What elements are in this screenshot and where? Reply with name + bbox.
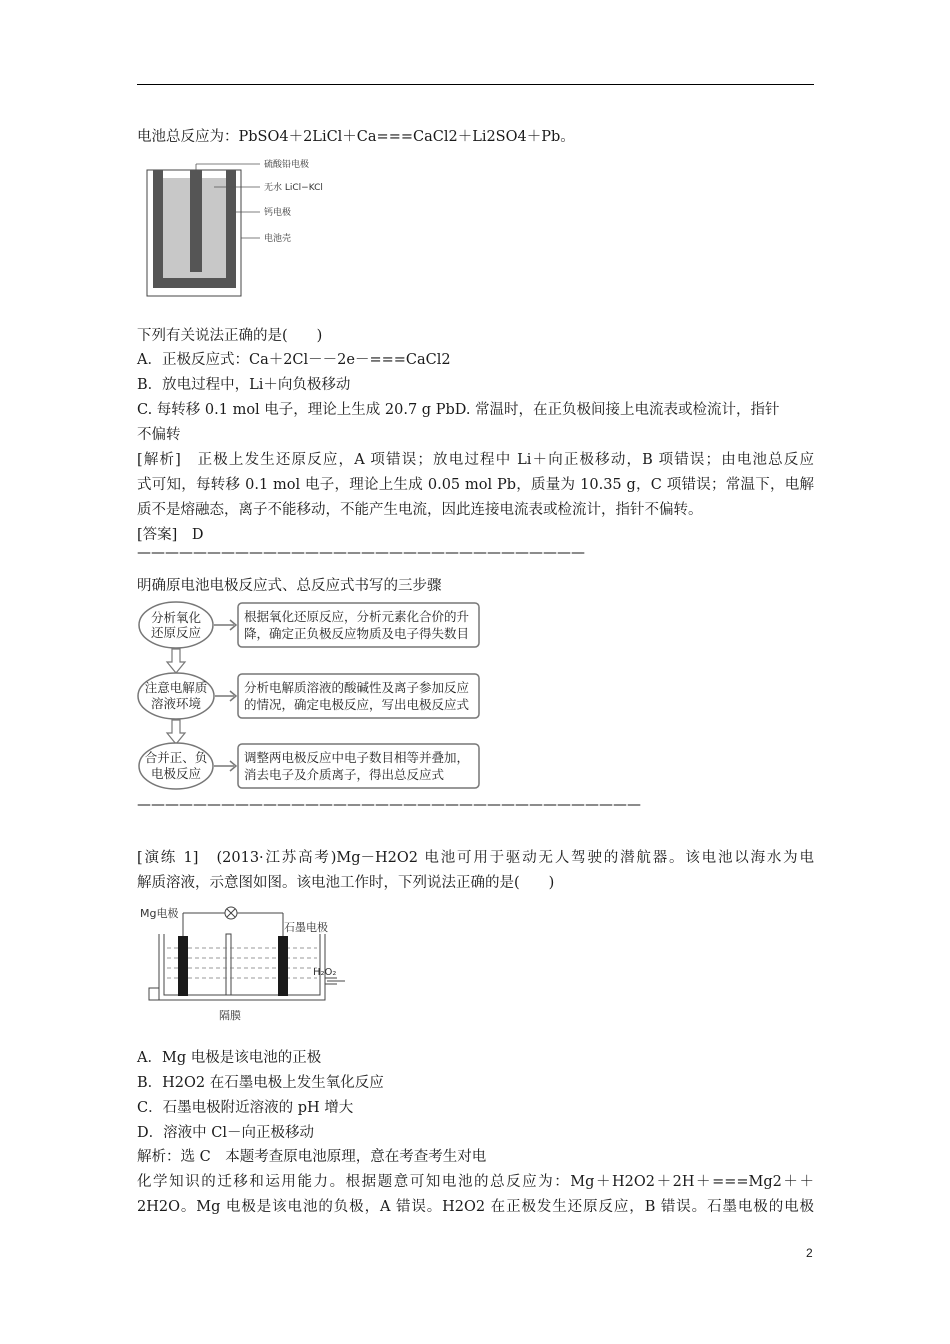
label-lead-sulfate-electrode: 硫酸铅电极 [264,160,310,170]
membrane-label: 隔膜 [219,1009,241,1022]
exercise-option-b: B．H2O2 在石墨电极上发生氧化反应 [137,1075,384,1091]
step-3-title-1: 合并正、负 [144,750,208,765]
exercise-line-2: 解质溶液，示意图如图。该电池工作时，下列说法正确的是( ) [137,875,555,891]
option-b: B．放电过程中，Li＋向负极移动 [137,377,351,393]
option-c-line-1: C. 每转移 0.1 mol 电子，理论上生成 20.7 g PbD. 常温时，在正负极间接上电流表或检流计，指针 [137,402,780,418]
step-2-desc-1: 分析电解质溶液的酸碱性及离子参加反应 [244,680,470,695]
explanation-line-1: 解析：选 C 本题考查原电池原理，意在考查考生对电 [137,1149,487,1165]
step-1-desc-2: 降，确定正负极反应物质及电子得失数目 [244,626,470,641]
step-2-title-1: 注意电解质 [144,680,208,695]
analysis-line-3: 质不是熔融态，离子不能移动，不能产生电流，因此连接电流表或检流计，指针不偏转。 [137,502,703,518]
label-battery-case: 电池壳 [264,234,292,244]
analysis-line-2: 式可知，每转移 0.1 mol 电子，理论上生成 0.05 mol Pb，质量为 10.35 g，C 项错误；常温下，电解 [137,477,814,493]
graphite-electrode-label: 石墨电极 [284,921,328,934]
separator-2: ———————————————————————————————————— [137,797,641,813]
battery-figure [140,150,340,300]
step-2-desc-2: 的情况，确定电极反应，写出电极反应式 [244,697,470,712]
question-1: 下列有关说法正确的是( ) [137,328,323,344]
exercise-option-a: A．Mg 电极是该电池的正极 [137,1050,322,1066]
exercise-option-d: D．溶液中 Cl－向正极移动 [137,1125,314,1141]
option-a: A．正极反应式：Ca＋2Cl－－2e－===CaCl2 [137,352,451,368]
step-2-title-2: 溶液环境 [150,696,202,711]
exercise-option-c: C．石墨电极附近溶液的 pH 增大 [137,1100,354,1116]
answer: [答案] D [137,527,204,543]
separator-1: ———————————————————————————————— [137,545,585,561]
step-3-desc-1: 调整两电极反应中电子数目相等并叠加， [244,750,470,765]
analysis-line-1: [解析] 正极上发生还原反应，A 项错误；放电过程中 Li＋向正极移动，B 项错误；由电池总反应 [137,452,814,468]
header-rule [137,84,814,85]
h2o2-label: H₂O₂ [313,967,337,978]
section-title: 明确原电池电极反应式、总反应式书写的三步骤 [137,578,442,594]
step-1-desc-1: 根据氧化还原反应，分析元素化合价的升 [244,609,470,624]
exercise-line-1: [演练 1] (2013·江苏高考)Mg－H2O2 电池可用于驱动无人驾驶的潜航器。该电池以海水为电 [137,850,814,866]
step-1-title-1: 分析氧化 [150,610,202,625]
option-c-line-2: 不偏转 [137,427,181,443]
page-number: 2 [806,1246,813,1260]
step-3-title-2: 电极反应 [150,766,202,781]
mg-electrode-label: Mg电极 [140,907,179,920]
mg-battery-figure [137,900,352,1025]
label-electrolyte: 无水 LiCl−KCl [264,183,323,193]
label-calcium-electrode: 钙电极 [264,208,292,218]
step-1-title-2: 还原反应 [150,625,202,640]
reaction-line: 电池总反应为：PbSO4＋2LiCl＋Ca===CaCl2＋Li2SO4＋Pb。 [137,129,575,145]
step-3-desc-2: 消去电子及介质离子，得出总反应式 [244,767,445,782]
flow-figure [136,596,486,790]
explanation-line-3: 2H2O。Mg 电极是该电池的负极，A 错误。H2O2 在正极发生还原反应，B 错误。石墨电极的电极 [137,1199,814,1215]
explanation-line-2: 化学知识的迁移和运用能力。根据题意可知电池的总反应为：Mg＋H2O2＋2H＋===Mg2＋＋ [137,1174,814,1190]
